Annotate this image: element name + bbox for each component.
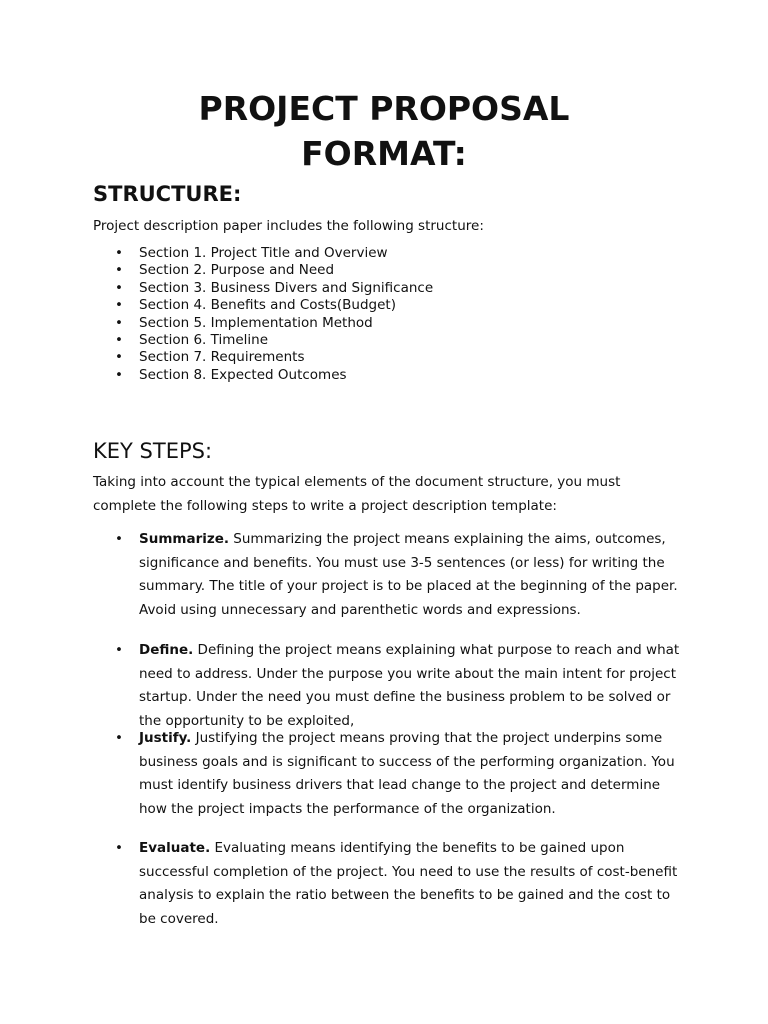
bullet-icon: •: [115, 642, 123, 658]
bullet-icon: •: [115, 366, 123, 383]
step-paragraph: [139, 837, 683, 931]
bullet-icon: •: [115, 279, 123, 296]
step-paragraph: [139, 727, 683, 821]
list-item: [93, 297, 433, 314]
step-body: Evaluating means identifying the benefits to be gained upon successful completion of the project. You need to use the results of cost-benefit analysis to explain the ratio between the benefits to be gained and the cost to be covered.: [139, 840, 678, 927]
list-item: [93, 332, 433, 349]
list-item: [93, 245, 433, 262]
title-line-1: PROJECT PROPOSAL: [198, 89, 570, 128]
step-evaluate: [93, 837, 683, 931]
title-line-2: FORMAT:: [301, 134, 467, 173]
structure-heading: STRUCTURE:: [93, 182, 242, 206]
section-list: [93, 245, 433, 384]
list-item: [93, 280, 433, 297]
section-label: Section 4. Benefits and Costs(Budget): [139, 297, 396, 314]
bullet-icon: •: [115, 314, 123, 331]
section-label: Section 6. Timeline: [139, 331, 269, 348]
section-label: Section 3. Business Divers and Significance: [139, 279, 434, 296]
step-summarize: [93, 528, 683, 622]
list-item: [93, 367, 433, 384]
step-body: Justifying the project means proving that the project underpins some business goals and is significant to success of the performing organization. You must identify business drivers that lead change to the project and determine how the project impacts the performance of the organization.: [139, 730, 675, 817]
section-label: Section 8. Expected Outcomes: [139, 366, 347, 383]
section-label: Section 5. Implementation Method: [139, 314, 373, 331]
step-paragraph: [139, 639, 683, 733]
bullet-icon: •: [115, 349, 123, 366]
step-title: Define.: [139, 642, 194, 658]
step-body: Summarizing the project means explaining the aims, outcomes, significance and benefits. You must use 3-5 sentences (or less) for writing the summary. The title of your project is to be placed at the beginning of the paper. Avoid using unnecessary and parenthetic words and expressions.: [139, 531, 678, 618]
list-item: [93, 315, 433, 332]
section-label: Section 1. Project Title and Overview: [139, 245, 388, 261]
key-steps-heading: KEY STEPS:: [93, 439, 213, 463]
bullet-icon: •: [115, 297, 123, 314]
section-label: Section 7. Requirements: [139, 349, 305, 366]
bullet-icon: •: [115, 331, 123, 348]
bullet-icon: •: [115, 262, 123, 279]
step-paragraph: [139, 528, 683, 622]
step-title: Evaluate.: [139, 840, 211, 856]
structure-intro: Project description paper includes the following structure:: [93, 218, 484, 234]
bullet-icon: •: [115, 245, 123, 261]
step-title: Summarize.: [139, 531, 230, 547]
page-title: [80, 86, 688, 176]
bullet-icon: •: [115, 840, 123, 856]
step-define: [93, 639, 683, 733]
list-item: [93, 262, 433, 279]
bullet-icon: •: [115, 531, 123, 547]
section-label: Section 2. Purpose and Need: [139, 262, 335, 279]
bullet-icon: •: [115, 730, 123, 746]
step-title: Justify.: [139, 730, 192, 746]
step-body: Defining the project means explaining what purpose to reach and what need to address. Under the purpose you write about the main intent for project startup. Under the need you must define the business problem to be solved or the opportunity to be exploited,: [139, 642, 680, 729]
list-item: [93, 349, 433, 366]
key-steps-intro: Taking into account the typical elements of the document structure, you must complete the following steps to write a project description template:: [93, 474, 621, 514]
step-justify: [93, 727, 683, 821]
